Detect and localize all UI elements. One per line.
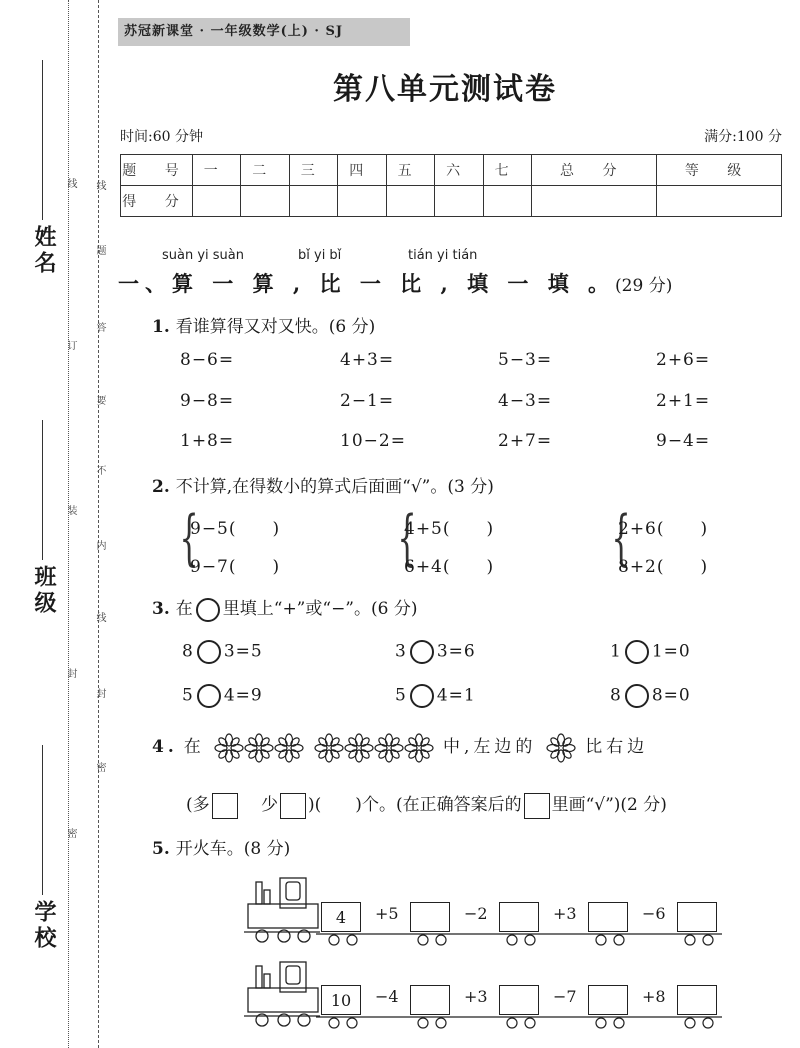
pinyin-suan: suàn yi suàn <box>162 248 245 263</box>
margin-word: 题 <box>94 245 105 255</box>
train-answer-car[interactable] <box>677 985 717 1015</box>
flower-group-right <box>314 737 443 757</box>
equation: 8−6= <box>180 350 235 370</box>
train-operation: −7 <box>553 987 577 1006</box>
brace-icon: { <box>397 503 417 573</box>
compare-expression: 8+2( ) <box>618 557 709 577</box>
full-score-label: 满分:100 分 <box>704 129 782 145</box>
operand: 1 <box>610 641 622 662</box>
margin-word: 内 <box>94 540 105 550</box>
question-3 <box>152 594 418 622</box>
equation: 10−2= <box>340 431 406 451</box>
pinyin-bi: bǐ yi bǐ <box>298 248 342 263</box>
answer-box-less[interactable] <box>280 793 306 819</box>
section-1-points: (29 分) <box>615 276 673 296</box>
fill-operator-item <box>182 640 263 664</box>
locomotive-icon <box>244 956 320 1030</box>
score-input-cell[interactable] <box>483 186 531 217</box>
margin-word: 线 <box>94 612 105 622</box>
outer-margin-word: 线 <box>65 178 76 188</box>
answer-box-more[interactable] <box>212 793 238 819</box>
score-input-cell[interactable] <box>193 186 241 217</box>
train-operation: −2 <box>464 904 488 923</box>
equation: 2+1= <box>656 391 711 411</box>
question-text: 在 <box>183 737 205 757</box>
binding-line <box>98 0 99 1048</box>
question-1 <box>152 312 375 337</box>
equation: 9−8= <box>180 391 235 411</box>
question-number: 4. <box>152 737 178 757</box>
question-text: 看谁算得又对又快。(6 分) <box>175 317 376 337</box>
flower-icon <box>214 733 244 763</box>
train-operation: +8 <box>642 987 666 1006</box>
flower-icon <box>244 733 274 763</box>
equation: 2−1= <box>340 391 395 411</box>
operator-blank[interactable] <box>197 640 221 664</box>
question-text: )( )个。(在正确答案后的 <box>308 795 522 815</box>
section-1-heading <box>118 268 672 298</box>
score-input-cell[interactable] <box>435 186 483 217</box>
brace-icon: { <box>179 503 199 573</box>
locomotive-icon <box>244 872 320 946</box>
flower-icon <box>344 733 374 763</box>
operator-blank[interactable] <box>410 684 434 708</box>
question-number: 5. <box>152 839 170 859</box>
time-label: 时间:60 分钟 <box>120 129 203 145</box>
class-line <box>42 420 43 560</box>
fill-operator-item <box>610 684 691 708</box>
question-2 <box>152 472 494 497</box>
score-input-cell[interactable] <box>241 186 289 217</box>
brace-icon: { <box>611 503 631 573</box>
section-1-title: 一、算 一 算 , 比 一 比 , 填 一 填 。 <box>118 271 616 296</box>
school-label: 学校 <box>31 900 56 952</box>
score-table <box>120 154 782 217</box>
equation: 4−3= <box>498 391 553 411</box>
table-cell: 六 <box>435 155 483 186</box>
question-text: 在 <box>175 599 193 619</box>
class-label: 班级 <box>31 565 56 617</box>
equation: 5−3= <box>498 350 553 370</box>
score-table-score-row <box>121 186 782 217</box>
equation: 9−4= <box>656 431 711 451</box>
question-text: 里画“√”)(2 分) <box>551 795 667 815</box>
question-number: 3. <box>152 599 170 619</box>
outer-margin-word: 装 <box>65 505 76 515</box>
question-4-line-1 <box>152 732 648 763</box>
train-start-car: 10 <box>321 985 361 1015</box>
operand: 8=0 <box>651 685 691 706</box>
operand: 5 <box>182 685 194 706</box>
margin-word: 答 <box>94 322 105 332</box>
table-cell: 三 <box>289 155 337 186</box>
table-cell: 一 <box>193 155 241 186</box>
train-answer-car[interactable] <box>410 985 450 1015</box>
margin-word: 不 <box>94 465 105 475</box>
train-start-car: 4 <box>321 902 361 932</box>
fill-operator-item <box>182 684 263 708</box>
train-answer-car[interactable] <box>499 902 539 932</box>
equation: 2+6= <box>656 350 711 370</box>
operand: 4=1 <box>436 685 476 706</box>
flower-icon <box>274 733 304 763</box>
flower-group-left <box>214 737 313 757</box>
train-operation: −6 <box>642 904 666 923</box>
flower-icon <box>404 733 434 763</box>
table-cell: 二 <box>241 155 289 186</box>
train-answer-car[interactable] <box>677 902 717 932</box>
train-answer-car[interactable] <box>410 902 450 932</box>
fill-operator-item <box>395 640 476 664</box>
question-number: 1. <box>152 317 170 337</box>
outer-binding-line <box>68 0 69 1048</box>
question-text: (多 <box>186 795 210 815</box>
operator-blank[interactable] <box>625 640 649 664</box>
equation: 1+8= <box>180 431 235 451</box>
outer-margin-word: 订 <box>65 340 76 350</box>
margin-word: 线 <box>94 180 105 190</box>
operator-blank[interactable] <box>625 684 649 708</box>
flower-icon <box>546 733 576 763</box>
compare-expression: 6+4( ) <box>404 557 495 577</box>
table-cell: 题 号 <box>121 155 193 186</box>
table-cell: 五 <box>386 155 434 186</box>
operand: 5 <box>395 685 407 706</box>
train-answer-car[interactable] <box>499 985 539 1015</box>
operator-blank[interactable] <box>197 684 221 708</box>
table-cell: 得 分 <box>121 186 193 217</box>
question-text: 开火车。(8 分) <box>175 839 291 859</box>
margin-word: 封 <box>94 688 105 698</box>
page-title: 第八单元测试卷 <box>333 72 557 107</box>
fill-operator-item <box>395 684 476 708</box>
operator-blank[interactable] <box>410 640 434 664</box>
train-operation: +5 <box>375 904 399 923</box>
equation: 2+7= <box>498 431 553 451</box>
equation: 4+3= <box>340 350 395 370</box>
operand: 4=9 <box>223 685 263 706</box>
circle-icon <box>196 598 220 622</box>
operand: 3=5 <box>223 641 263 662</box>
table-cell: 总 分 <box>532 155 657 186</box>
score-input-cell[interactable] <box>338 186 386 217</box>
table-cell: 四 <box>338 155 386 186</box>
question-text: 里填上“+”或“−”。(6 分) <box>222 599 418 619</box>
flower-icon <box>374 733 404 763</box>
train-track <box>316 1013 722 1033</box>
train-answer-car[interactable] <box>588 985 628 1015</box>
margin-word: 要 <box>94 395 105 405</box>
operand: 8 <box>182 641 194 662</box>
outer-margin-word: 密 <box>65 828 76 838</box>
train-track <box>316 930 722 950</box>
flower-icon <box>314 733 344 763</box>
score-input-cell[interactable] <box>657 186 782 217</box>
train-operation: +3 <box>464 987 488 1006</box>
question-text: 比右边 <box>585 737 649 757</box>
series-header-band: 苏冠新课堂 · 一年级数学(上) · SJ <box>118 18 410 46</box>
score-input-cell[interactable] <box>289 186 337 217</box>
score-input-cell[interactable] <box>532 186 657 217</box>
operand: 1=0 <box>651 641 691 662</box>
compare-expression: 4+5( ) <box>404 519 495 539</box>
operand: 3=6 <box>436 641 476 662</box>
table-cell: 七 <box>483 155 531 186</box>
compare-expression: 9−7( ) <box>190 557 281 577</box>
operand: 8 <box>610 685 622 706</box>
question-text: 中,左边的 <box>442 737 537 757</box>
question-text: 不计算,在得数小的算式后面画“√”。(3 分) <box>175 477 494 497</box>
table-cell: 等 级 <box>657 155 782 186</box>
train-operation: −4 <box>375 987 399 1006</box>
pinyin-tian: tián yi tián <box>408 248 478 263</box>
school-line <box>42 745 43 895</box>
score-table-header-row <box>121 155 782 186</box>
outer-margin-word: 封 <box>65 668 76 678</box>
train-operation: +3 <box>553 904 577 923</box>
question-5 <box>152 834 290 859</box>
score-input-cell[interactable] <box>386 186 434 217</box>
train-answer-car[interactable] <box>588 902 628 932</box>
operand: 3 <box>395 641 407 662</box>
question-number: 2. <box>152 477 170 497</box>
name-label: 姓名 <box>31 225 56 277</box>
compare-expression: 2+6( ) <box>618 519 709 539</box>
question-text: 少 <box>261 795 279 815</box>
fill-operator-item <box>610 640 691 664</box>
margin-word: 密 <box>94 762 105 772</box>
box-icon <box>524 793 550 819</box>
question-4-line-2 <box>186 790 667 819</box>
compare-expression: 9−5( ) <box>190 519 281 539</box>
